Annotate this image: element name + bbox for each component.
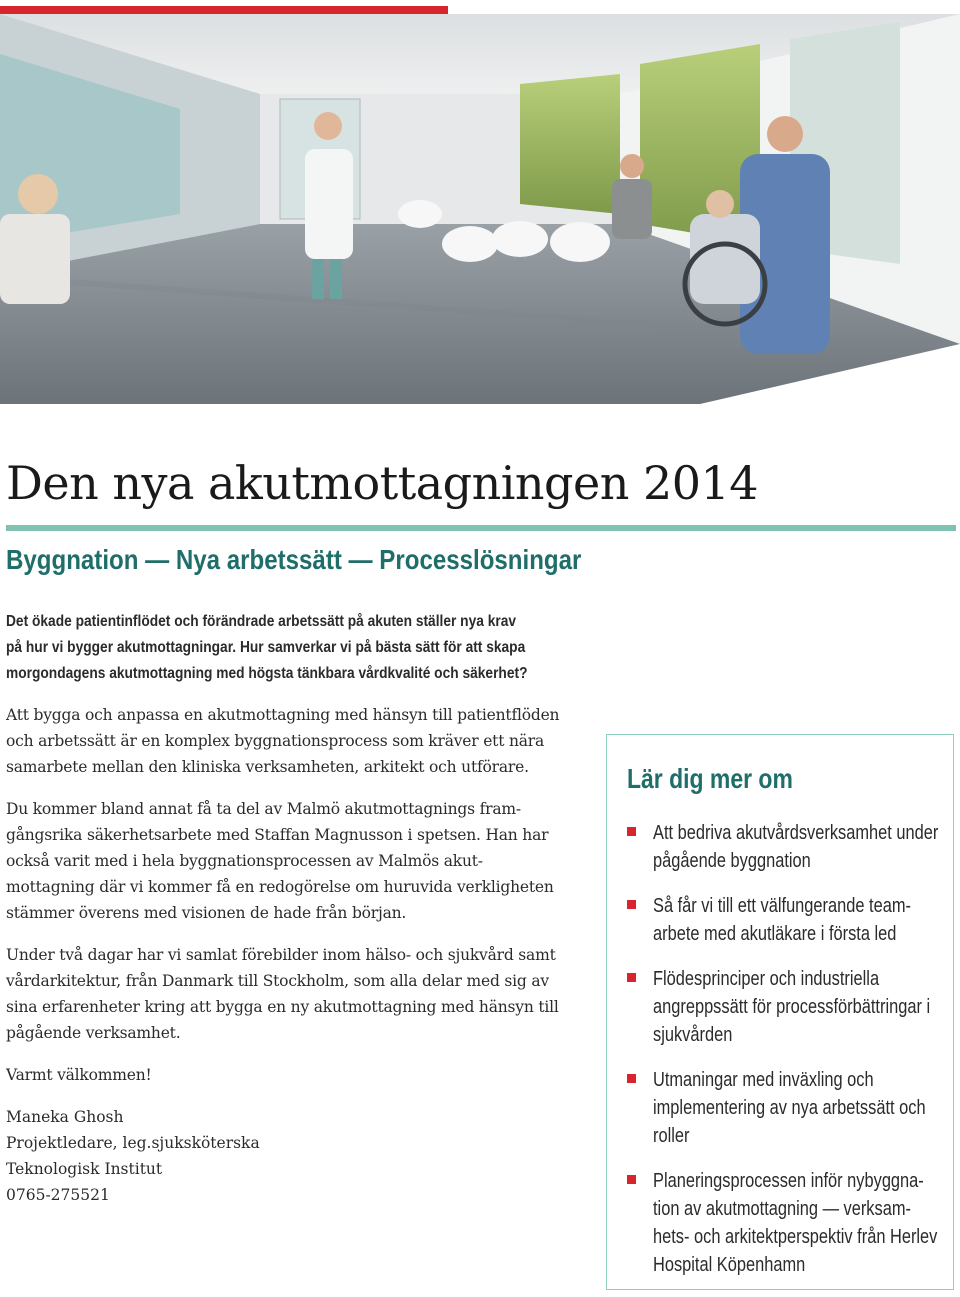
bullet-icon [627, 1074, 636, 1083]
signature-phone: 0765-275521 [6, 1186, 110, 1204]
learn-more-title: Lär dig mer om [627, 763, 793, 794]
hero-image [0, 14, 960, 404]
list-item-text: Så får vi till ett välfungerande teamarbete med akutläkare i första led [653, 895, 911, 945]
signature-org: Teknologisk Institut [6, 1160, 163, 1178]
title-divider [6, 525, 956, 531]
body-paragraph: Under två dagar har vi samlat förebilder inom hälso- och sjukvård samt vårdarkitektur, från Danmark till Stockholm, som alla delar med sig av sina erfarenheter kring att bygga en ny akutmottagning med hänsyn till pågående verksamhet. [6, 946, 559, 1042]
page-subtitle: Byggnation — Nya arbetssätt — Processlösningar [6, 544, 582, 575]
hospital-corridor-illustration-icon [0, 14, 960, 404]
lead-paragraph [6, 609, 582, 687]
learn-more-list [627, 819, 945, 1296]
list-item-text: Flödesprinciper och industriella angreppssätt för processförbättringar i sjukvården [653, 968, 931, 1046]
list-item [627, 1167, 945, 1279]
body-paragraph: Att bygga och anpassa en akutmottagning med hänsyn till patientflöden och arbetssätt är en komplex byggnationsprocess som kräver ett nära samarbete mellan den kliniska verksamheten, arkitekt och utförare. [6, 706, 560, 776]
list-item [627, 965, 945, 1049]
list-item-text: Utmaningar med inväxling och implementering av nya arbetssätt och roller [653, 1069, 926, 1147]
learn-more-box [606, 734, 954, 1290]
signature [6, 1104, 566, 1208]
body-text [6, 702, 566, 1208]
top-accent-bar [0, 6, 448, 14]
greeting: Varmt välkommen! [6, 1066, 152, 1084]
bullet-icon [627, 1175, 636, 1184]
body-paragraph: Du kommer bland annat få ta del av Malmö akutmottagnings framgångsrika säkerhetsarbete med Staffan Magnusson i spetsen. Han har också varit med i hela byggnationsprocessen av Malmös akutmottagning där vi kommer få en redogörelse om huruvida verkligheten stämmer överens med visionen de hade från början. [6, 800, 554, 922]
bullet-icon [627, 973, 636, 982]
list-item-text: Planeringsprocessen inför nybyggnation av akutmottagning — verksamhets- och arkitektperspektiv från Herlev Hospital Köpenhamn [653, 1170, 938, 1276]
signature-role: Projektledare, leg.sjuksköterska [6, 1134, 260, 1152]
list-item-text: Att bedriva akutvårdsverksamhet under pågående byggnation [653, 822, 939, 872]
list-item [627, 892, 945, 948]
signature-name: Maneka Ghosh [6, 1108, 124, 1126]
bullet-icon [627, 827, 636, 836]
lead-line: morgondagens akutmottagning med högsta tänkbara vårdkvalité och säkerhet? [6, 665, 528, 682]
lead-line: Det ökade patientinflödet och förändrade arbetssätt på akuten ställer nya krav [6, 613, 517, 630]
list-item [627, 1066, 945, 1150]
bullet-icon [627, 900, 636, 909]
lead-line: på hur vi bygger akutmottagningar. Hur samverkar vi på bästa sätt för att skapa [6, 639, 526, 656]
page-title: Den nya akutmottagningen 2014 [6, 456, 759, 510]
list-item [627, 819, 945, 875]
